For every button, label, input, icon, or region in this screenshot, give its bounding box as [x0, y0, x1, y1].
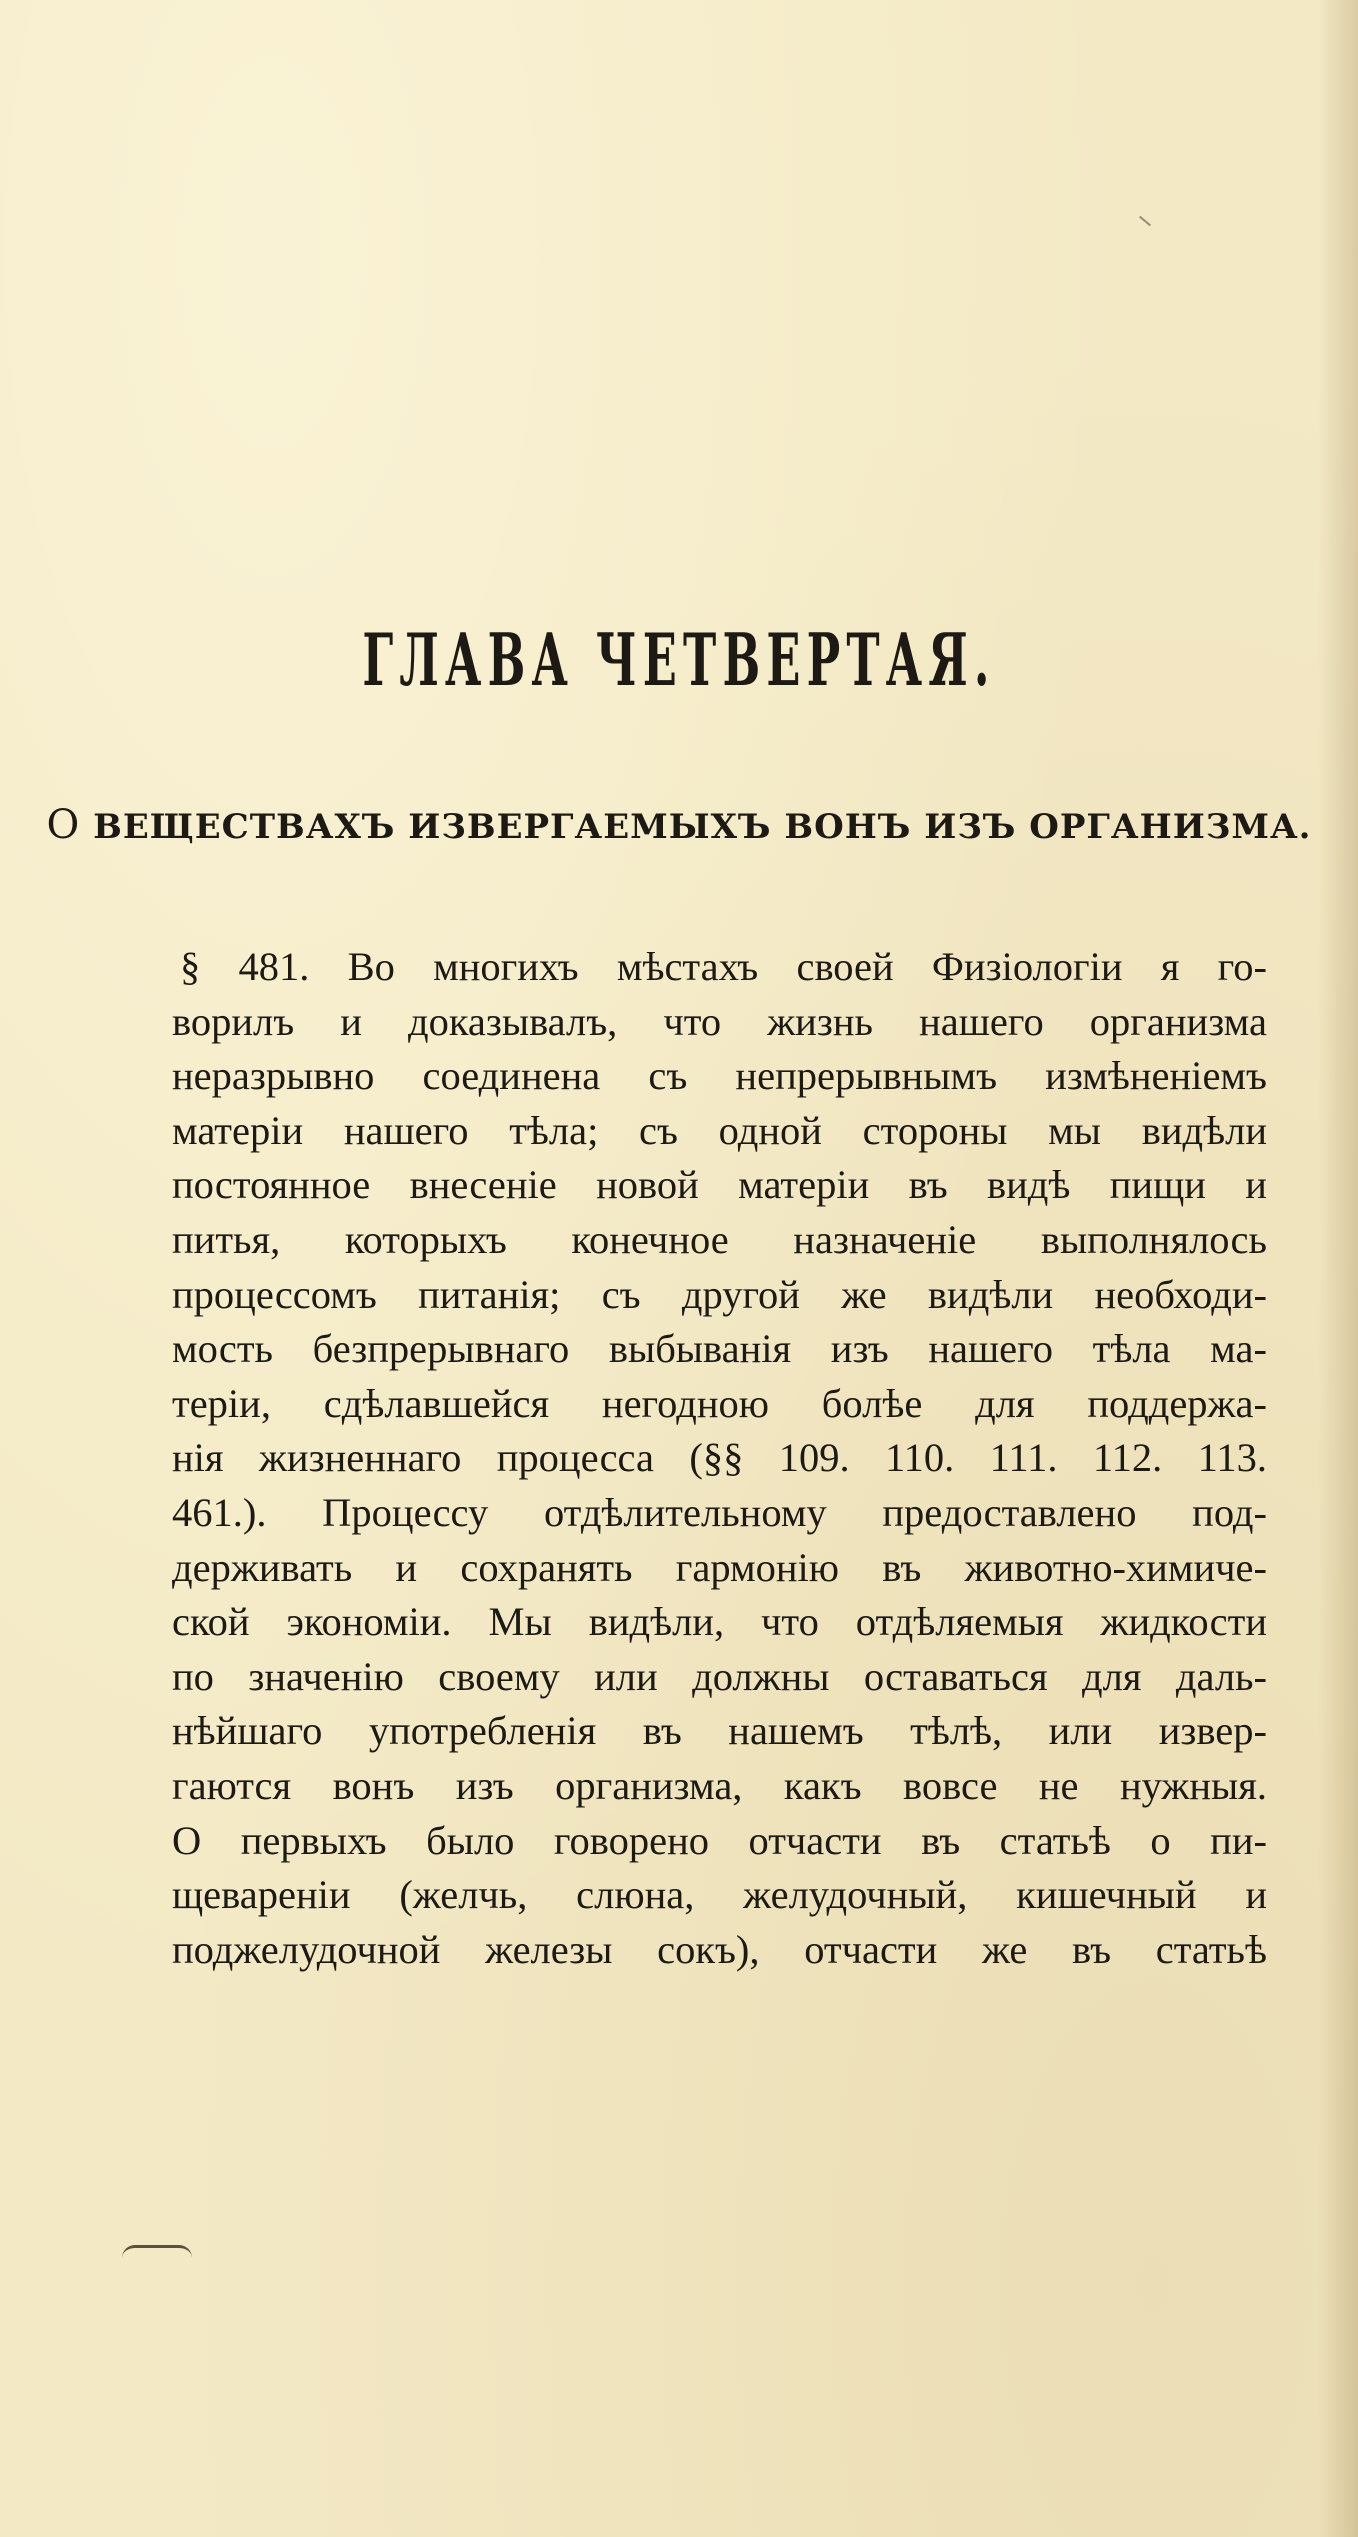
text-line: питья, которыхъ конечное назначеніе выполнялось [172, 1216, 1267, 1262]
text-line: мость безпрерывнаго выбыванія изъ нашего тѣла ма- [172, 1326, 1267, 1372]
text-line: поджелудочной железы сокъ), отчасти же въ статьѣ [172, 1926, 1267, 1972]
text-line: ской экономіи. Мы видѣли, что отдѣляемыя жидкости [172, 1599, 1267, 1645]
subtitle-prefix: О [46, 802, 81, 848]
ink-smudge [122, 2245, 192, 2258]
text-line: неразрывно соединена съ непрерывнымъ измѣненіемъ [172, 1053, 1267, 1099]
text-line: матеріи нашего тѣла; съ одной стороны мы видѣли [172, 1107, 1267, 1153]
paper-mark [1139, 216, 1151, 227]
text-line: держивать и сохранять гармонію въ животно-химиче- [172, 1544, 1267, 1590]
text-line: нѣйшаго употребленія въ нашемъ тѣлѣ, или извер- [172, 1708, 1267, 1754]
text-line: гаются вонъ изъ организма, какъ вовсе не нужныя. [172, 1762, 1267, 1808]
text-line: постоянное внесеніе новой матеріи въ видѣ пищи и [172, 1162, 1267, 1208]
text-line: 461.). Процессу отдѣлительному предоставлено под- [172, 1489, 1267, 1535]
paragraph-481 [172, 940, 1267, 1977]
text-line: щевареніи (желчь, слюна, желудочный, кишечный и [172, 1872, 1267, 1918]
text-line: теріи, сдѣлавшейся негодною болѣе для поддержа- [172, 1380, 1267, 1426]
text-line: ворилъ и доказывалъ, что жизнь нашего организма [172, 998, 1267, 1044]
text-line: § 481. Во многихъ мѣстахъ своей Физіологіи я го- [180, 944, 1267, 989]
chapter-subtitle [0, 800, 1358, 852]
chapter-title: ГЛАВА ЧЕТВЕРТАЯ. [362, 617, 996, 702]
subtitle-text: ВЕЩЕСТВАХЪ ИЗВЕРГАЕМЫХЪ ВОНЪ ИЗЪ ОРГАНИЗМА. [93, 807, 1312, 847]
text-line: процессомъ питанія; съ другой же видѣли необходи- [172, 1271, 1267, 1317]
page-edge-shadow [1318, 0, 1358, 2537]
text-line: по значенію своему или должны оставаться для даль- [172, 1653, 1267, 1699]
text-line: нія жизненнаго процесса (§§ 109. 110. 111. 112. 113. [172, 1435, 1267, 1481]
text-line: О первыхъ было говорено отчасти въ статьѣ о пи- [172, 1817, 1267, 1863]
